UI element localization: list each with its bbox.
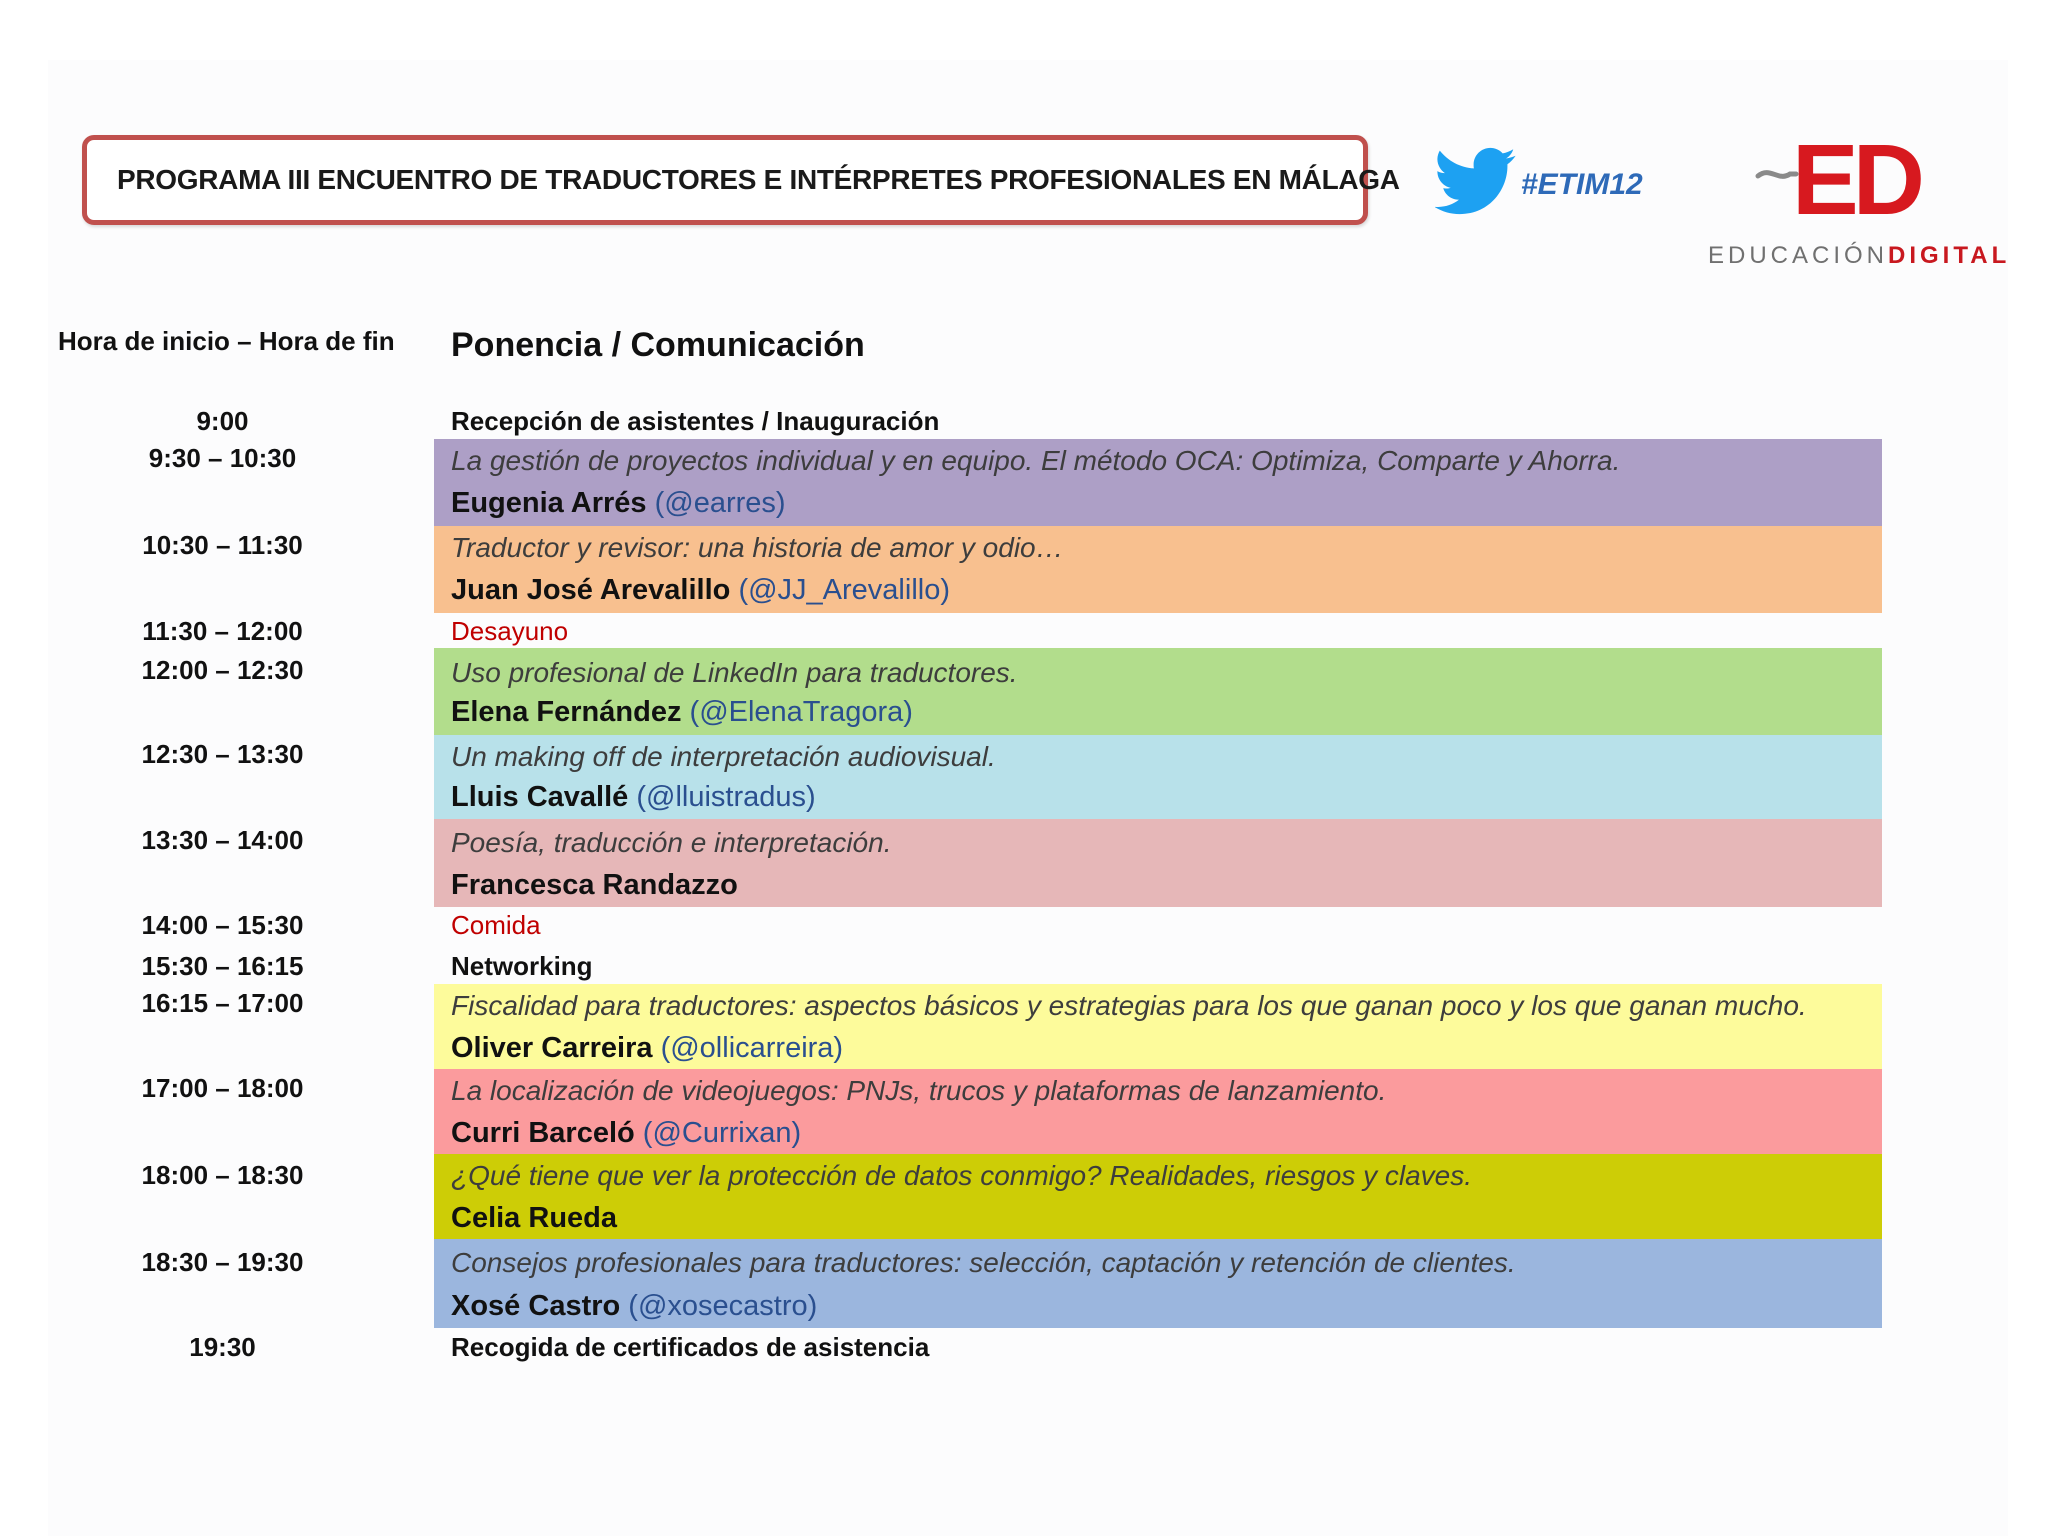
session-text: Recogida de certificados de asistencia [451, 1332, 930, 1362]
session-title: La gestión de proyectos individual y en equipo. El método OCA: Optimiza, Comparte y Ahorra. [451, 445, 1621, 476]
session-block [434, 984, 1882, 1069]
speaker-handle[interactable]: (@ollicarreira) [660, 1032, 844, 1064]
session-speaker-line [451, 865, 738, 905]
session-title: La localización de videojuegos: PNJs, trucos y plataformas de lanzamiento. [451, 1075, 1387, 1106]
session-time: 14:00 – 15:30 [141, 910, 304, 940]
schedule-row [0, 947, 2048, 985]
session-speaker-line [451, 1286, 817, 1326]
session-title: Un making off de interpretación audiovisual. [451, 741, 996, 772]
session-speaker-line [451, 1028, 843, 1068]
speaker-handle[interactable]: (@ElenaTragora) [689, 696, 913, 728]
session-speaker-line [451, 1198, 617, 1238]
session-block [434, 819, 1882, 907]
schedule-row [0, 819, 2048, 907]
schedule-row [0, 612, 2048, 650]
session-text: Networking [451, 951, 593, 981]
program-title: PROGRAMA III ENCUENTRO DE TRADUCTORES E INTÉRPRETES PROFESIONALES EN MÁLAGA [117, 164, 1400, 195]
session-time: 17:00 – 18:00 [141, 1073, 304, 1103]
schedule-row [0, 984, 2048, 1069]
program-title-box [82, 135, 1400, 225]
session-title: Fiscalidad para traductores: aspectos básicos y estrategias para los que ganan poco y los que ganan mucho. [451, 990, 1807, 1021]
session-time: 12:30 – 13:30 [141, 739, 304, 769]
session-text: Recepción de asistentes / Inauguración [451, 406, 940, 436]
session-title: Traductor y revisor: una historia de amor y odio… [451, 532, 1064, 563]
schedule-row [0, 402, 2048, 440]
session-block [434, 439, 1882, 526]
speaker-name: Francesca Randazzo [451, 869, 738, 901]
session-block [434, 735, 1882, 819]
event-hashtag[interactable]: #ETIM12 [1521, 168, 1643, 201]
session-title: ¿Qué tiene que ver la protección de datos conmigo? Realidades, riesgos y claves. [451, 1160, 1473, 1191]
logo-letters: ED [1792, 130, 1919, 226]
session-time: 18:30 – 19:30 [141, 1247, 304, 1277]
session-time: 10:30 – 11:30 [142, 530, 303, 560]
session-block [434, 1069, 1882, 1154]
session-block [434, 648, 1882, 735]
session-speaker-line [451, 1113, 801, 1153]
session-block [434, 526, 1882, 613]
schedule-row [0, 1154, 2048, 1239]
schedule-row [0, 1069, 2048, 1154]
speaker-name: Elena Fernández [451, 696, 682, 728]
break-label: Comida [451, 910, 541, 940]
educacion-digital-logo [1752, 130, 1952, 226]
schedule-row [0, 439, 2048, 526]
logo-tagline-educacion: EDUCACIÓN [1708, 242, 1889, 269]
session-time: 18:00 – 18:30 [141, 1160, 304, 1190]
session-time: 9:00 [196, 406, 249, 436]
session-time: 15:30 – 16:15 [141, 951, 304, 981]
session-speaker-line [451, 483, 786, 523]
schedule-row [0, 906, 2048, 944]
talk-column-header: Ponencia / Comunicación [451, 326, 865, 364]
session-time: 11:30 – 12:00 [142, 616, 303, 646]
speaker-name: Celia Rueda [451, 1202, 617, 1234]
speaker-name: Lluis Cavallé [451, 781, 629, 813]
logo-tagline-digital: DIGITAL [1888, 242, 2011, 269]
speaker-handle[interactable]: (@lluistradus) [636, 781, 816, 813]
session-speaker-line [451, 777, 816, 817]
schedule-row [0, 735, 2048, 819]
break-label: Desayuno [451, 616, 569, 646]
session-block [434, 1154, 1882, 1239]
session-time: 16:15 – 17:00 [141, 988, 304, 1018]
session-title: Uso profesional de LinkedIn para traductores. [451, 657, 1018, 688]
schedule-row [0, 526, 2048, 613]
speaker-handle[interactable]: (@xosecastro) [628, 1290, 818, 1322]
speaker-handle[interactable]: (@Currixan) [642, 1117, 802, 1149]
session-speaker-line [451, 692, 913, 732]
session-title: Consejos profesionales para traductores: selección, captación y retención de clientes. [451, 1247, 1516, 1278]
speaker-name: Xosé Castro [451, 1290, 621, 1322]
speaker-name: Eugenia Arrés [451, 487, 647, 519]
schedule-row [0, 648, 2048, 735]
logo-tagline [1708, 242, 2010, 270]
session-time: 9:30 – 10:30 [148, 443, 297, 473]
schedule-row [0, 1328, 2048, 1366]
session-time: 19:30 [189, 1332, 256, 1362]
time-column-header: Hora de inicio – Hora de fin [58, 326, 395, 356]
speaker-name: Curri Barceló [451, 1117, 635, 1149]
session-time: 13:30 – 14:00 [141, 825, 304, 855]
session-block [434, 1239, 1882, 1328]
speaker-handle[interactable]: (@JJ_Arevalillo) [738, 574, 950, 606]
session-speaker-line [451, 570, 950, 610]
session-time: 12:00 – 12:30 [141, 655, 304, 685]
session-title: Poesía, traducción e interpretación. [451, 827, 892, 858]
speaker-name: Juan José Arevalillo [451, 574, 731, 606]
speaker-name: Oliver Carreira [451, 1032, 653, 1064]
speaker-handle[interactable]: (@earres) [654, 487, 786, 519]
twitter-bird-icon [1435, 140, 1517, 222]
schedule-row [0, 1239, 2048, 1328]
